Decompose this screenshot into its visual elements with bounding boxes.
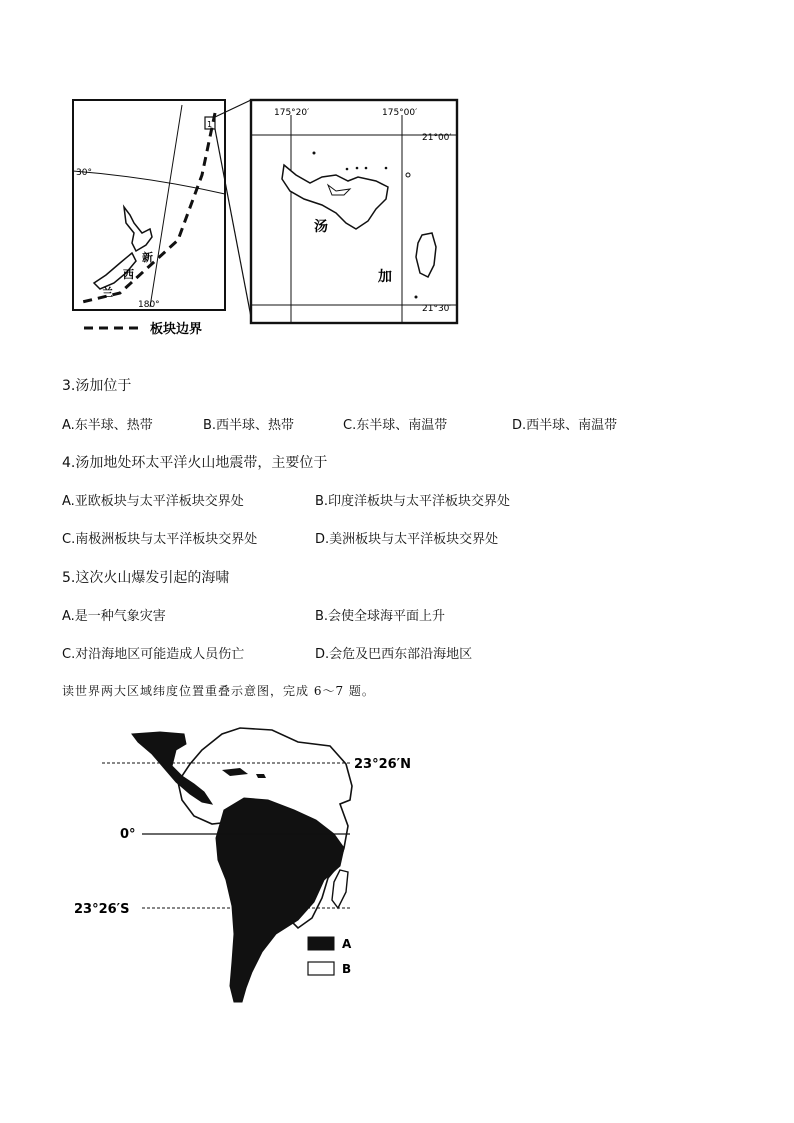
question-5-stem: 5.这次火山爆发引起的海啸 [62,570,230,586]
legend-b-swatch [308,962,334,975]
question-5-option-c[interactable]: C.对沿海地区可能造成人员伤亡 [62,647,245,662]
question-3-option-b[interactable]: B.西半球、热带 [203,418,295,433]
question-5-option-b[interactable]: B.会使全球海平面上升 [315,609,446,624]
question-3-option-d[interactable]: D.西半球、南温带 [512,418,618,433]
tonga-lat-1: 21°00′ [422,133,452,143]
legend-a-swatch [308,937,334,950]
tonga-lat-2: 21°30′ [422,304,452,314]
lat-0-label: 0° [120,827,136,842]
region-overlay-map [72,720,432,1015]
question-4-stem: 4.汤加地处环太平洋火山地震带，主要位于 [62,455,328,471]
question-5-option-d[interactable]: D.会危及巴西东部沿海地区 [315,647,473,662]
question-3-option-a[interactable]: A.东半球、热带 [62,418,153,433]
lat-30-label: 30° [76,168,92,178]
tonga-lon-1: 175°20′ [274,108,310,118]
legend-plate-boundary: 板块边界 [150,322,203,337]
question-4-option-c[interactable]: C.南极洲板块与太平洋板块交界处 [62,532,258,547]
section-intro: 读世界两大区域纬度位置重叠示意图，完成 6～7 题。 [62,684,375,698]
question-3-option-c[interactable]: C.东半球、南温带 [343,418,448,433]
question-4-option-b[interactable]: B.印度洋板块与太平洋板块交界处 [315,494,511,509]
legend-a-label: A [342,937,352,951]
lon-180-label: 180° [138,300,160,310]
nz-char-1: 新 [142,251,153,264]
inset-label: 1 [207,120,213,129]
nz-map-frame [73,100,225,310]
tonga-char-1: 汤 [314,219,328,235]
lat-23n-label: 23°26′N [354,757,411,772]
plate-boundary-map [60,95,470,345]
tonga-lon-2: 175°00′ [382,108,418,118]
question-4-option-d[interactable]: D.美洲板块与太平洋板块交界处 [315,532,499,547]
tonga-char-2: 加 [378,269,392,285]
eua-island [416,233,436,277]
nz-char-3: 兰 [102,286,113,299]
tongatapu-island [282,165,388,229]
question-3-stem: 3.汤加位于 [62,378,132,394]
legend-b-label: B [342,962,352,976]
lat-23s-label: 23°26′S [74,902,130,917]
new-zealand-north-island [124,207,152,251]
question-4-option-a[interactable]: A.亚欧板块与太平洋板块交界处 [62,494,244,509]
nz-char-2: 西 [123,268,134,281]
question-5-option-a[interactable]: A.是一种气象灾害 [62,609,166,624]
